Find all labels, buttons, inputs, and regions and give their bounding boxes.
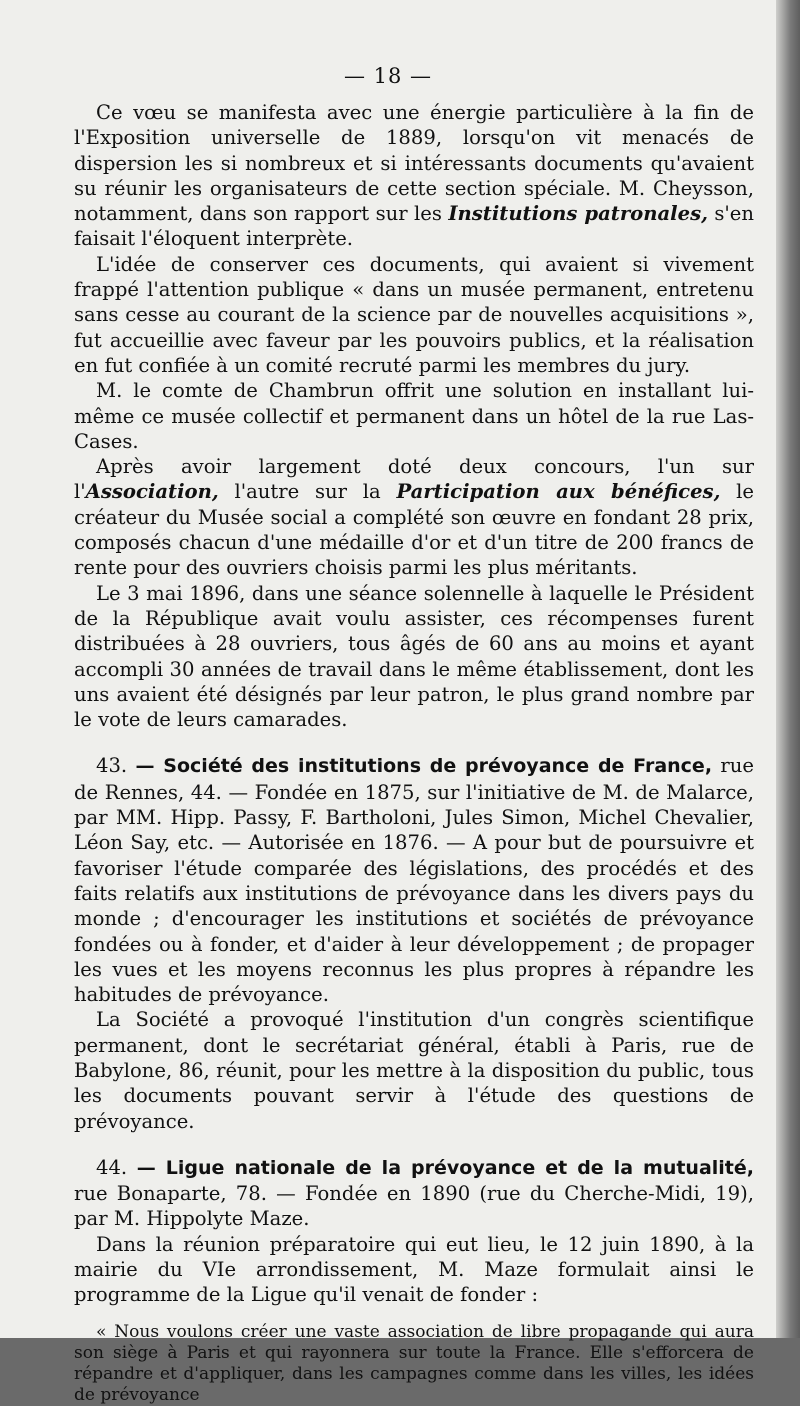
paragraph-4-text-a: Après avoir largement doté deux concours, l'un sur l': [74, 455, 754, 504]
paragraph-1: [74, 100, 754, 252]
footnote: « Nous voulons créer une vaste association de libre propagande qui aura son siège à Paris et qui rayonnera sur toute la France. Elle s'efforcera de répandre et d'appliquer, dans les campagnes comme dans les villes, les idées de prévoyance: [74, 1321, 754, 1405]
section-44-paragraph-2: Dans la réunion préparatoire qui eut lieu, le 12 juin 1890, à la mairie du VIe arrondissement, M. Maze formulait ainsi le programme de la Ligue qu'il venait de fonder :: [74, 1232, 754, 1307]
paragraph-3: M. le comte de Chambrun offrit une solution en installant lui-même ce musée collectif et permanent dans un hôtel de la rue Las-Cases.: [74, 379, 754, 453]
section-44: [74, 1155, 754, 1232]
section-43-paragraph-2: La Société a provoqué l'institution d'un congrès scientifique permanent, dont le secrétariat général, établi à Paris, rue de Babylone, 86, réunit, pour les mettre à la disposition du public, tous les documents pouvant servir à l'étude des questions de prévoyance.: [74, 1008, 754, 1133]
section-44-title: — Ligue nationale de la prévoyance et de la mutualité,: [136, 1156, 754, 1179]
paragraph-1-text: Ce vœu se manifesta avec une énergie particulière à la fin de l'Exposition universelle de 1889, lorsqu'on vit menacés de dispersion les si nombreux et si intéressants documents qu'avaient su réunir les organisateurs de cette section spéciale. M. Cheysson, notamment, dans son rapport sur les: [74, 101, 754, 226]
paragraph-2: L'idée de conserver ces documents, qui avaient si vivement frappé l'attention publique « dans un musée permanent, entretenu sans cesse au courant de la science par de nouvelles acquisitions », fut accueillie avec faveur par les pouvoirs publics, et la réalisation en fut confiée à un comité recruté parmi les membres du jury.: [74, 252, 754, 377]
section-44-text: rue Bonaparte, 78. — Fondée en 1890 (rue du Cherche-Midi, 19), par M. Hippolyte Maze.: [74, 1182, 754, 1231]
page-edge-shadow: [776, 0, 800, 1338]
section-43: [74, 753, 754, 1007]
section-43-text: rue de Rennes, 44. — Fondée en 1875, sur l'initiative de M. de Malarce, par MM. Hipp. Passy, F. Bartholoni, Jules Simon, Michel Chevalier, Léon Say, etc. — Autorisée en 1876. — A pour but de poursuivre et favoriser l'étude comparée des législations, des procédés et des faits relatifs aux institutions de prévoyance dans les divers pays du monde ; d'encourager les institutions et sociétés de prévoyance fondées ou à fonder, et d'aider à leur développement ; de propager les vues et les moyens reconnus les plus propres à répandre les habitudes de prévoyance.: [74, 754, 754, 1007]
paragraph-4-text-b: l'autre sur la: [218, 480, 397, 504]
section-43-title: — Société des institutions de prévoyance de France,: [135, 755, 713, 778]
section-43-number: 43.: [96, 754, 128, 778]
page-number: — 18 —: [343, 64, 433, 88]
paragraph-4-italic-2: Participation aux bénéfices,: [396, 480, 721, 504]
paragraph-4: [74, 454, 754, 580]
page-body: [74, 100, 754, 1406]
paragraph-4-text-c: le créateur du Musée social a complété son œuvre en fondant 28 prix, composés chacun d'une médaille d'or et d'un titre de 200 francs de rente pour des ouvriers choisis parmi les plus méritants.: [74, 480, 755, 580]
paragraph-4-italic-1: Association,: [85, 480, 219, 504]
section-44-number: 44.: [96, 1155, 128, 1179]
paragraph-1-end: s'en faisait l'éloquent interprète.: [74, 202, 754, 251]
paragraph-5: Le 3 mai 1896, dans une séance solennelle à laquelle le Président de la République avait voulu assister, ces récompenses furent distribuées à 28 ouvriers, tous âgés de 60 ans au moins et ayant accompli 30 années de travail dans le même établissement, dont les uns avaient été désignés par leur patron, le plus grand nombre par le vote de leurs camarades.: [74, 581, 754, 732]
paragraph-1-italic: Institutions patronales,: [448, 202, 708, 226]
